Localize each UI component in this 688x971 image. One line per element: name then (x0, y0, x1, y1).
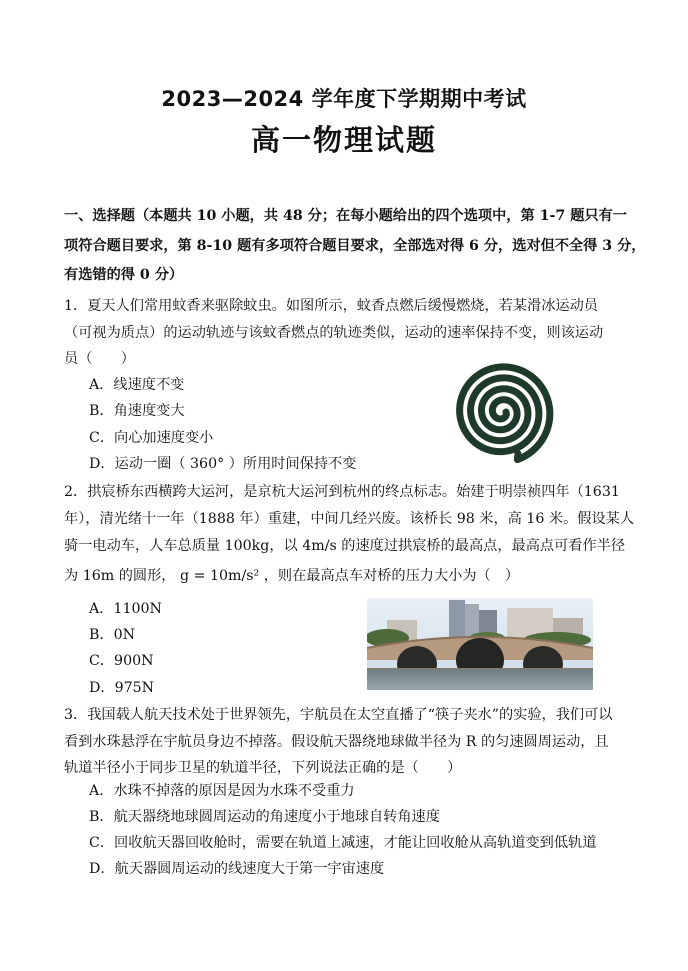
q3-option-b: B．航天器绕地球圆周运动的角速度小于地球自转角速度 (89, 809, 440, 825)
coil-tail (517, 454, 518, 460)
mosquito-coil-figure (446, 356, 558, 468)
q2-option-a: A．1100N (89, 601, 162, 617)
bridge-photo (367, 598, 593, 690)
exam-title: 2023—2024 学年度下学期期中考试 (161, 87, 527, 111)
spiral-path (460, 367, 550, 460)
q3-option-d: D．航天器圆周运动的线速度大于第一宇宙速度 (89, 861, 385, 877)
section-instruction-line: 有选错的得 0 分） (64, 267, 184, 283)
q2-stem-line: 2．拱宸桥东西横跨大运河，是京杭大运河到杭州的终点标志。始建于明崇祯四年（1631 (64, 484, 620, 500)
q1-stem-line: 1．夏天人们常用蚊香来驱除蚊虫。如图所示，蚊香点燃后缓慢燃烧，若某滑冰运动员 (64, 298, 598, 314)
q3-option-c: C．回收航天器回收舱时，需要在轨道上减速，才能让回收舱从高轨道变到低轨道 (89, 835, 597, 851)
section-instruction-line: 项符合题目要求，第 8-10 题有多项符合题目要求，全部选对得 6 分，选对但不全得 3 分， (64, 238, 646, 254)
q2-stem-line: 为 16m 的圆形， g = 10m/s² ，则在最高点车对桥的压力大小为（ ） (64, 568, 520, 584)
q2-option-b: B．0N (89, 627, 136, 643)
q1-option-a: A．线速度不变 (89, 377, 185, 393)
q2-stem-line: 年），清光绪十一年（1888 年）重建，中间几经兴废。该桥长 98 米，高 16 米。假设某人 (64, 511, 635, 527)
q3-stem-line: 3．我国载人航天技术处于世界领先，宇航员在太空直播了“筷子夹水”的实验，我们可以 (64, 707, 613, 723)
q2-option-d: D．975N (89, 680, 155, 696)
q1-stem-line: 员（ ） (64, 351, 135, 367)
q1-stem-line: （可视为质点）的运动轨迹与该蚊香燃点的轨迹类似，运动的速率保持不变，则该运动 (64, 325, 604, 341)
q3-stem-line: 轨道半径小于同步卫星的轨道半径，下列说法正确的是（ ） (64, 760, 462, 776)
q1-option-b: B．角速度变大 (89, 403, 185, 419)
section-instruction-line: 一、选择题（本题共 10 小题，共 48 分；在每小题给出的四个选项中，第 1-7 题只有一 (64, 208, 627, 224)
q3-stem-line: 看到水珠悬浮在宇航员身边不掉落。假设航天器绕地球做半径为 R 的匀速圆周运动，且 (64, 734, 609, 750)
q3-option-a: A．水珠不掉落的原因是因为水珠不受重力 (89, 783, 355, 799)
q2-option-c: C．900N (89, 653, 154, 669)
q1-option-c: C．向心加速度变小 (89, 430, 214, 446)
subject-title: 高一物理试题 (250, 123, 437, 157)
q2-stem-line: 骑一电动车，人车总质量 100kg，以 4m/s 的速度过拱宸桥的最高点，最高点可看作半径 (64, 538, 626, 554)
q1-option-d: D．运动一圈（ 360° ）所用时间保持不变 (89, 456, 357, 472)
